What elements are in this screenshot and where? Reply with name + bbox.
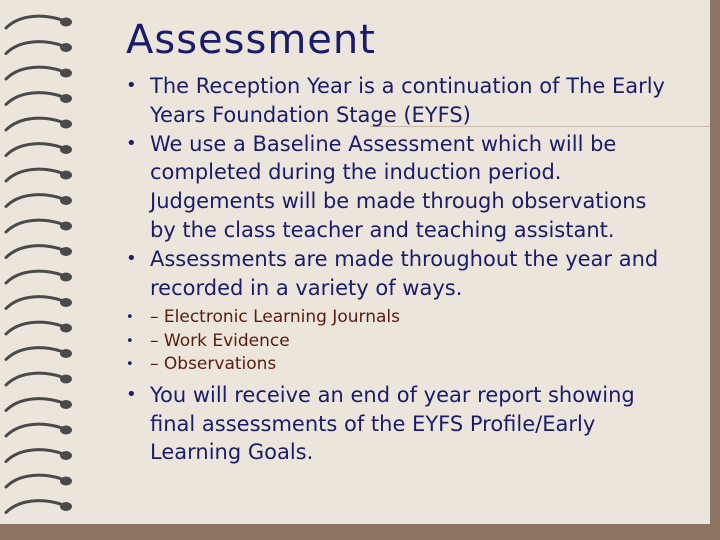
- bullet-text: The Reception Year is a continuation of The Early Years Foundation Stage (EYFS): [150, 74, 665, 127]
- bullet-text: You will receive an end of year report showing final assessments of the EYFS Profile/Early Learning Goals.: [150, 382, 635, 465]
- sub-bullet-item: [126, 306, 666, 330]
- binding-hole: [60, 120, 72, 129]
- slide-content: [126, 72, 666, 467]
- slide-title: Assessment: [126, 17, 376, 63]
- binding-ring: [6, 475, 62, 487]
- binding-hole: [60, 247, 72, 256]
- binding-ring: [6, 42, 62, 54]
- binding-hole: [60, 502, 72, 511]
- binding-ring: [6, 144, 62, 156]
- binding-ring: [6, 450, 62, 462]
- bullet-item: [126, 72, 666, 130]
- binding-ring: [6, 501, 62, 513]
- binding-hole: [60, 451, 72, 460]
- binding-hole: [60, 18, 72, 27]
- bullet-text: Assessments are made throughout the year and recorded in a variety of ways.: [150, 246, 659, 300]
- bullet-item: [126, 245, 666, 303]
- binding-hole: [60, 400, 72, 409]
- bullet-icon: •: [126, 132, 137, 154]
- sub-bullet-text: – Observations: [150, 354, 277, 375]
- bullet-icon: •: [126, 383, 137, 405]
- sub-bullet-item: [126, 353, 666, 377]
- binding-ring: [6, 118, 62, 130]
- binding-ring: [6, 424, 62, 436]
- binding-hole: [60, 273, 72, 282]
- binding-hole: [60, 298, 72, 307]
- binding-ring: [6, 220, 62, 232]
- binding-hole: [60, 145, 72, 154]
- binding-hole: [60, 222, 72, 231]
- binding-hole: [60, 324, 72, 333]
- binding-ring: [6, 246, 62, 258]
- binding-hole: [60, 375, 72, 384]
- binding-ring: [6, 322, 62, 334]
- binding-hole: [60, 426, 72, 435]
- sub-bullet-text: – Electronic Learning Journals: [150, 307, 400, 328]
- sub-bullet-text: – Work Evidence: [150, 330, 290, 351]
- bullet-icon: •: [126, 333, 134, 349]
- binding-ring: [6, 93, 62, 105]
- binding-ring: [6, 195, 62, 207]
- sub-bullet-item: [126, 330, 666, 354]
- bullet-text: We use a Baseline Assessment which will be completed during the induction period. Judgements will be made through observations by the class teacher and teaching assistant.: [150, 131, 647, 242]
- binding-ring: [6, 67, 62, 79]
- binding-hole: [60, 196, 72, 205]
- binding-hole: [60, 477, 72, 486]
- binding-ring: [6, 348, 62, 360]
- bullet-icon: •: [126, 75, 137, 96]
- bullet-icon: •: [126, 357, 134, 373]
- binding-ring: [6, 297, 62, 309]
- binding-ring: [6, 271, 62, 283]
- binding-hole: [60, 349, 72, 358]
- bullet-icon: •: [126, 310, 134, 326]
- bullet-icon: •: [126, 247, 137, 269]
- binding-hole: [60, 94, 72, 103]
- bullet-item: [126, 381, 666, 467]
- binding-ring: [6, 16, 62, 28]
- bullet-item: [126, 130, 666, 245]
- spiral-binding-icon: [0, 0, 80, 524]
- binding-hole: [60, 43, 72, 52]
- binding-ring: [6, 373, 62, 385]
- binding-ring: [6, 169, 62, 181]
- binding-ring: [6, 399, 62, 411]
- binding-hole: [60, 69, 72, 78]
- binding-hole: [60, 171, 72, 180]
